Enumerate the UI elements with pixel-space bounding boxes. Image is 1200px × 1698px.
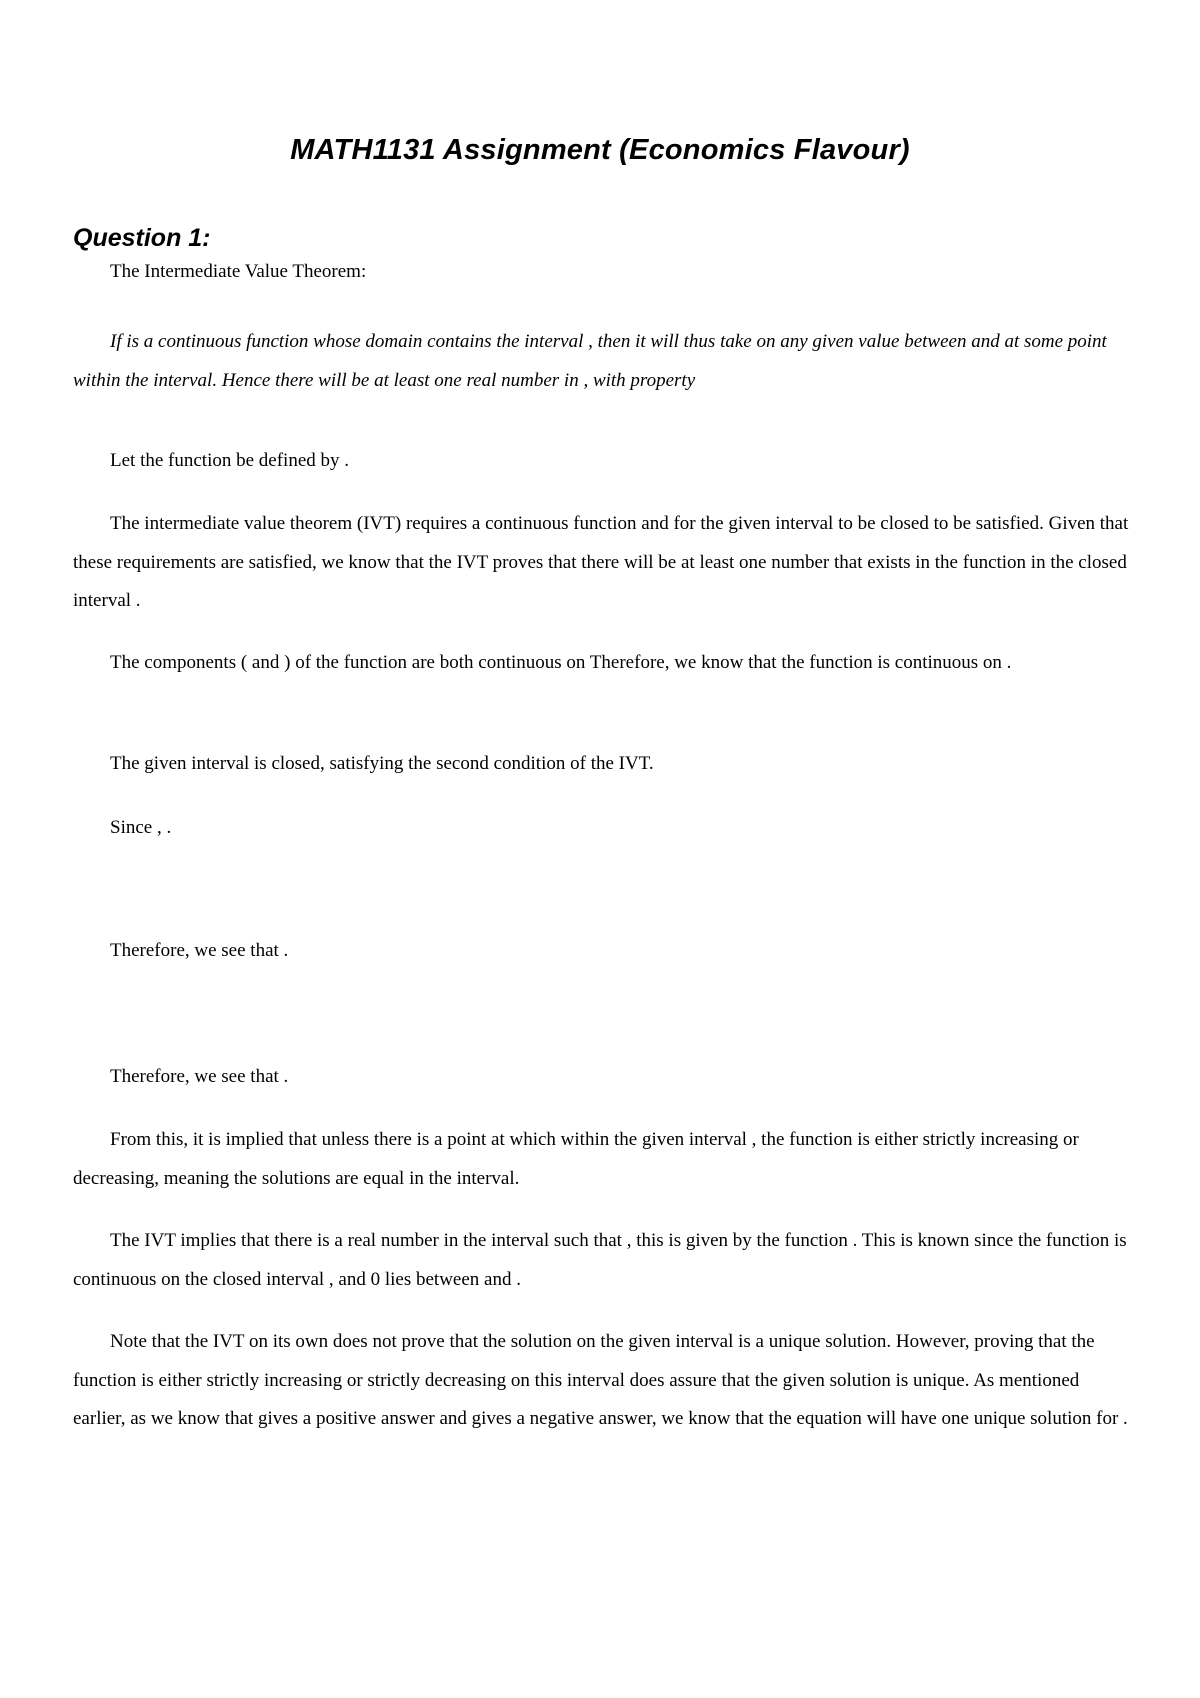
paragraph-uniqueness-note: Note that the IVT on its own does not prove that the solution on the given interval is a unique solution. However, proving that the function is either strictly increasing or strictly decreasing on this interval does assure that the given solution is unique. As mentioned earlier, as we know that gives a positive answer and gives a negative answer, we know that the equation will have one unique solution for . [73, 1331, 1128, 1429]
paragraph-therefore-2: Therefore, we see that . [110, 1066, 289, 1087]
paragraph-function-definition: Let the function be defined by . [110, 450, 350, 471]
paragraph-interval-closed: The given interval is closed, satisfying the second condition of the IVT. [110, 753, 654, 774]
paragraph-therefore-1: Therefore, we see that . [110, 940, 289, 961]
paragraph-ivt-requirements: The intermediate value theorem (IVT) requires a continuous function and for the given interval to be closed to be satisfied. Given that these requirements are satisfied, we know that the IVT proves that there will be at least one number that exists in the function in the closed interval . [73, 513, 1129, 611]
paragraph-implication: From this, it is implied that unless there is a point at which within the given interval , the function is either strictly increasing or decreasing, meaning the solutions are equal in the interval. [73, 1129, 1079, 1189]
document-title: MATH1131 Assignment (Economics Flavour) [290, 134, 910, 166]
paragraph-since: Since , . [110, 817, 172, 838]
paragraph-ivt-statement: If is a continuous function whose domain contains the interval , then it will thus take on any given value between and at some point within the interval. Hence there will be at least one real number in , with property [73, 331, 1107, 391]
paragraph-ivt-implies: The IVT implies that there is a real number in the interval such that , this is given by the function . This is known since the function is continuous on the closed interval , and 0 lies between and . [73, 1230, 1127, 1290]
paragraph-ivt-intro: The Intermediate Value Theorem: [110, 261, 367, 282]
question-heading: Question 1: [73, 224, 211, 252]
paragraph-components-continuous: The components ( and ) of the function are both continuous on Therefore, we know that the function is continuous on . [110, 652, 1012, 673]
